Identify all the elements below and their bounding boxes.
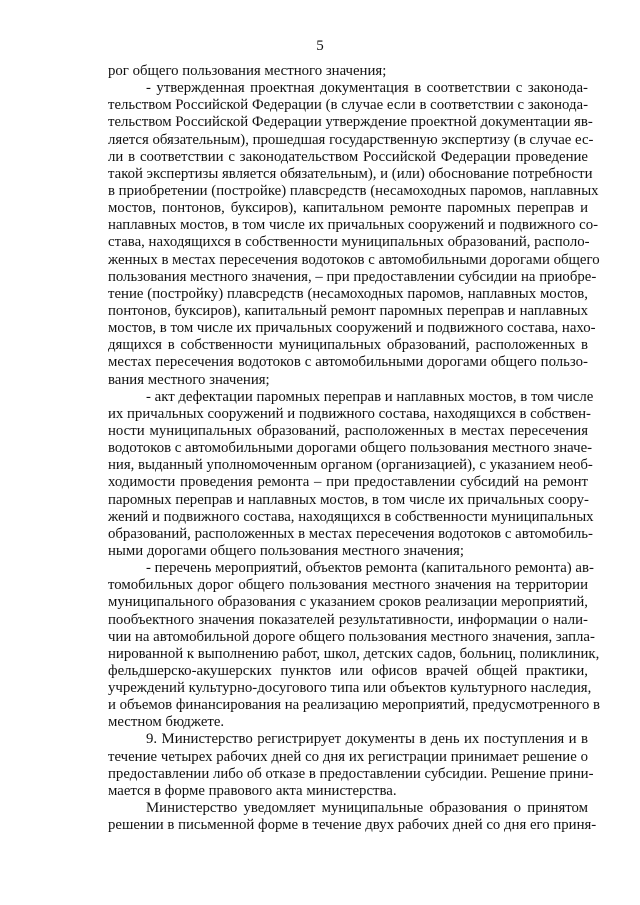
text-line: ли в соответствии с законодательством Российской Федерации проведение — [108, 148, 588, 165]
document-body — [108, 63, 600, 834]
text-line: муниципального образования с указанием сроков реализации мероприятий, — [108, 594, 588, 611]
text-line: паромных переправ и наплавных мостов, в том числе их причальных соору- — [108, 491, 589, 508]
text-line: ными дорогами общего пользования местного значения; — [108, 542, 464, 559]
text-line: вания местного значения; — [108, 371, 270, 388]
paragraph-project-documentation — [108, 80, 600, 389]
text-line: течение четырех рабочих дней со дня их регистрации принимает решение о — [108, 748, 588, 765]
text-line: мостов, в том числе их причальных сооружений и подвижного состава, нахо- — [108, 320, 596, 337]
paragraph-road-continuation — [108, 63, 588, 80]
text-line: женных в местах пересечения водотоков с автомобильными дорогами общего — [108, 251, 600, 268]
text-line: ния, выданный уполномоченным органом (организацией), с указанием необ- — [108, 457, 593, 474]
paragraph-item-9 — [108, 731, 594, 800]
text-line: 9. Министерство регистрирует документы в день их поступления и в — [146, 731, 588, 748]
text-line: пообъектного значения показателей результативности, информации о нали- — [108, 611, 588, 628]
text-line: - перечень мероприятий, объектов ремонта (капитального ремонта) ав- — [146, 560, 594, 577]
text-line: - утвержденная проектная документация в соответствии с законода- — [146, 80, 588, 97]
text-line: ности муниципальных образований, расположенных в местах пересечения — [108, 422, 588, 439]
text-line: решении в письменной форме в течение двух рабочих дней со дня его приня- — [108, 817, 597, 834]
text-line: става, находящихся в собственности муниципальных образований, располо- — [108, 234, 590, 251]
text-line: их причальных сооружений и подвижного состава, находящихся в собствен- — [108, 405, 591, 422]
page-number: 5 — [316, 38, 324, 54]
text-line: понтонов, буксиров), капитальный ремонт паромных переправ и наплавных — [108, 302, 588, 319]
text-line: дящихся в собственности муниципальных образований, расположенных в — [108, 337, 588, 354]
text-line: и объемов финансирования на реализацию мероприятий, предусмотренного в — [108, 697, 600, 714]
text-line: местах пересечения водотоков с автомобильными дорогами общего пользо- — [108, 354, 588, 371]
text-line: предоставлении либо об отказе в предоставлении субсидии. Решение прини- — [108, 765, 594, 782]
text-line: рог общего пользования местного значения; — [108, 63, 387, 79]
text-line: наплавных мостов, в том числе их причальных сооружений и подвижного со- — [108, 217, 599, 234]
text-line: жений и подвижного состава, находящихся в собственности муниципальных — [108, 508, 594, 525]
paragraph-measures-list — [108, 560, 600, 731]
text-line: в приобретении (постройке) плавсредств (несамоходных паромов, наплавных — [108, 182, 599, 199]
text-line: нированной к выполнению работ, школ, детских садов, больниц, поликлиник, — [108, 645, 600, 662]
paragraph-defect-act — [108, 388, 594, 560]
text-line: фельдшерско-акушерских пунктов или офисов врачей общей практики, — [108, 662, 588, 679]
text-line: пользования местного значения, – при предоставлении субсидии на приобре- — [108, 268, 597, 285]
text-line: Министерство уведомляет муниципальные образования о принятом — [146, 800, 588, 817]
text-line: томобильных дорог общего пользования местного значения на территории — [108, 577, 588, 594]
text-line: учреждений культурно-досугового типа или объектов культурного наследия, — [108, 680, 592, 697]
text-line: тельством Российской Федерации утверждение проектной документации яв- — [108, 114, 593, 131]
text-line: образований, расположенных в местах пересечения водотоков с автомобиль- — [108, 525, 593, 542]
text-line: мается в форме правового акта министерства. — [108, 782, 397, 799]
text-line: мостов, понтонов, буксиров), капитальном ремонте паромных переправ и — [108, 200, 588, 217]
text-line: тение (постройку) плавсредств (несамоходных паромов, наплавных мостов, — [108, 285, 588, 302]
paragraph-notification — [108, 800, 597, 834]
text-line: чии на автомобильной дороге общего пользования местного значения, запла- — [108, 628, 595, 645]
text-line: местном бюджете. — [108, 714, 225, 731]
text-line: - акт дефектации паромных переправ и наплавных мостов, в том числе — [146, 388, 594, 405]
text-line: такой экспертизы является обязательным), и (или) обоснование потребности — [108, 165, 593, 182]
text-line: тельством Российской Федерации (в случае если в соответствии с законода- — [108, 97, 588, 114]
text-line: ходимости проведения ремонта – при предоставлении субсидий на ремонт — [108, 474, 588, 491]
text-line: водотоков с автомобильными дорогами общего пользования местного значе- — [108, 440, 593, 457]
text-line: ляется обязательным), прошедшая государственную экспертизу (в случае ес- — [108, 131, 594, 148]
